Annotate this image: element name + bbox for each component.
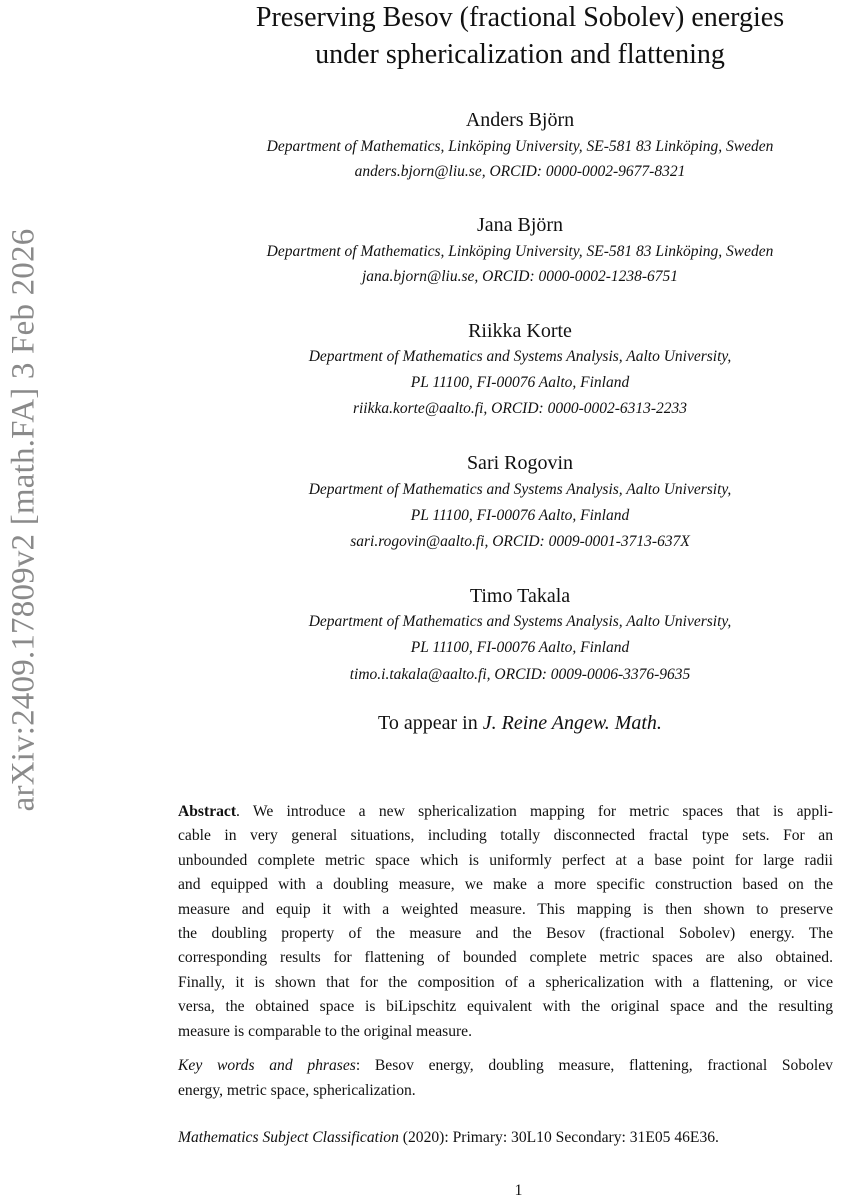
author-contact: jana.bjorn@liu.se, ORCID: 0000-0002-1238-6751 — [361, 268, 679, 285]
abstract-line: Abstract. We introduce a new sphericalization mapping for metric spaces that is appli- — [178, 803, 833, 820]
author-name: Sari Rogovin — [466, 452, 574, 474]
title-line-2: under sphericalization and flattening — [315, 39, 725, 70]
abstract-label: Abstract — [178, 803, 237, 820]
author-affiliation: Department of Mathematics and Systems Analysis, Aalto University, — [308, 348, 732, 365]
journal-name: J. Reine Angew. Math. — [482, 712, 662, 734]
author-contact: anders.bjorn@liu.se, ORCID: 0000-0002-9677-8321 — [354, 163, 686, 180]
keywords-line: Key words and phrases: Besov energy, doubling measure, flattening, fractional Sobolev — [178, 1057, 833, 1074]
author-affiliation: Department of Mathematics and Systems Analysis, Aalto University, — [308, 613, 732, 630]
author-contact: sari.rogovin@aalto.fi, ORCID: 0009-0001-3713-637X — [350, 533, 690, 550]
abstract-line: and equipped with a doubling measure, we make a more specific construction based on the — [178, 876, 833, 893]
abstract-line: cable in very general situations, including totally disconnected fractal type sets. For an — [178, 827, 833, 844]
title-line-1: Preserving Besov (fractional Sobolev) energies — [255, 2, 785, 33]
author-contact: timo.i.takala@aalto.fi, ORCID: 0009-0006-3376-9635 — [349, 666, 691, 683]
author-name: Riikka Korte — [468, 320, 572, 342]
author-address: PL 11100, FI-00076 Aalto, Finland — [410, 639, 630, 656]
msc-line: Mathematics Subject Classification (2020): Primary: 30L10 Secondary: 31E05 46E36. — [178, 1129, 719, 1146]
msc-label: Mathematics Subject Classification — [178, 1129, 399, 1146]
abstract-line: Finally, it is shown that for the composition of a sphericalization with a flattening, or vice — [178, 974, 833, 991]
arxiv-stamp: arXiv:2409.17809v2 [math.FA] 3 Feb 2026 — [5, 228, 42, 812]
abstract-line: measure and equip it with a weighted measure. This mapping is then shown to preserve — [178, 901, 833, 918]
abstract-line: unbounded complete metric space which is uniformly perfect at a base point for large radii — [178, 852, 833, 869]
publication-note: To appear in J. Reine Angew. Math. — [378, 712, 662, 734]
author-address: PL 11100, FI-00076 Aalto, Finland — [410, 374, 630, 391]
page-number: 1 — [514, 1182, 523, 1199]
author-name: Anders Björn — [465, 109, 575, 131]
author-affiliation: Department of Mathematics and Systems Analysis, Aalto University, — [308, 481, 732, 498]
abstract-line: corresponding results for flattening of bounded complete metric spaces are also obtained. — [178, 949, 833, 966]
author-address: PL 11100, FI-00076 Aalto, Finland — [410, 507, 630, 524]
author-contact: riikka.korte@aalto.fi, ORCID: 0000-0002-6313-2233 — [352, 400, 688, 417]
author-name: Timo Takala — [469, 585, 571, 607]
author-name: Jana Björn — [476, 214, 564, 236]
abstract-line: measure is comparable to the original measure. — [178, 1023, 473, 1040]
abstract-line: the doubling property of the measure and the Besov (fractional Sobolev) energy. The — [178, 925, 833, 942]
abstract-line: versa, the obtained space is biLipschitz equivalent with the original space and the resulting — [178, 998, 833, 1015]
keywords-label: Key words and phrases — [178, 1057, 356, 1074]
keywords-line: energy, metric space, sphericalization. — [178, 1082, 416, 1099]
author-affiliation: Department of Mathematics, Linköping University, SE-581 83 Linköping, Sweden — [266, 138, 774, 155]
author-affiliation: Department of Mathematics, Linköping University, SE-581 83 Linköping, Sweden — [266, 243, 774, 260]
